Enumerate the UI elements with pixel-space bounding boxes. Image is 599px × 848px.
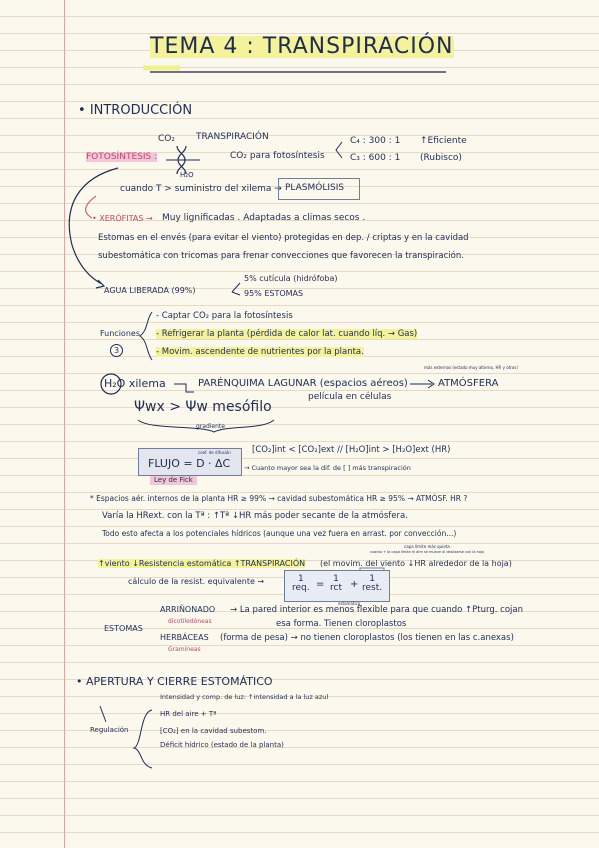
- viento-note: (el movim. del viento ↓HR alrededor de la hoja): [320, 559, 512, 568]
- c4-ratio: C₄ : 300 : 1: [350, 136, 401, 146]
- funciones-label: Funciones: [100, 329, 140, 338]
- estomas-label: ESTOMAS: [104, 624, 143, 633]
- herbaceas-label: HERBÁCEAS: [160, 633, 209, 642]
- gramineas-label: Gramíneas: [168, 646, 201, 653]
- formula-sub: estomática: [338, 601, 361, 606]
- xerofitas-text: Muy lignificadas . Adaptadas a climas secos .: [162, 213, 366, 223]
- cuticula-pct: 5% cutícula (hidrófoba): [244, 274, 338, 283]
- estomas-line1: Estomas en el envés (para evitar el viento) protegidas en dep. / criptas y en la cavidad: [98, 233, 469, 243]
- section-heading-intro: • INTRODUCCIÓN: [78, 103, 193, 118]
- pelicula-label: película en células: [308, 392, 392, 402]
- gradiente-label: gradiente: [196, 423, 225, 430]
- viento-line: ↑viento ↓Resistencia estomática ↑TRANSPIRACIÓN: [98, 559, 306, 568]
- transpiracion-label: TRANSPIRACIÓN: [196, 132, 269, 142]
- arrinonado-text: → La pared interior es menos flexible para que cuando ↑Pturg. cojan: [230, 605, 523, 615]
- c4-note: ↑Eficiente: [420, 136, 467, 146]
- formula-term-b: 1 rest.: [362, 574, 383, 593]
- section-heading-apertura: • APERTURA Y CIERRE ESTOMÁTICO: [76, 675, 273, 688]
- xerofitas-label: • XERÓFITAS →: [92, 214, 153, 223]
- co2-label: CO₂: [158, 134, 175, 144]
- funciones-number: 3: [110, 344, 123, 357]
- concentration-relation: [CO₂]int < [CO₂]ext // [H₂O]int > [H₂O]ext (HR): [252, 445, 451, 455]
- flujo-formula: FLUJO = D · ΔC: [148, 457, 231, 470]
- cuanto-note: → Cuanto mayor sea la dif. de [ ] más transpiración: [244, 464, 411, 472]
- regulacion-item: HR del aire + Tª: [160, 710, 217, 718]
- dicot-label: dicotiledóneas: [168, 618, 212, 625]
- espacios-line2: Varía la HRext. con la Tª : ↑Tª ↓HR más poder secante de la atmósfera.: [102, 511, 408, 521]
- plasmolisis-label: PLASMÓLISIS: [285, 183, 345, 193]
- agua-liberada: AGUA LIBERADA (99%): [104, 286, 196, 295]
- arrinonado-label: ARRIÑONADO: [160, 605, 216, 614]
- funcion-item: - Refrigerar la planta (pérdida de calor lat. cuando líq. → Gas): [156, 329, 418, 339]
- co2-para-label: CO₂ para fotosíntesis: [230, 151, 325, 161]
- estomas-pct: 95% ESTOMAS: [244, 289, 304, 298]
- regulacion-item: [CO₂] en la cavidad subestom.: [160, 727, 267, 735]
- regulacion-label: Regulación: [90, 726, 129, 734]
- psi-relation: Ψwx > Ψw mesófilo: [134, 399, 272, 415]
- calculo-label: cálculo de la resist. equivalente →: [128, 577, 265, 586]
- espacios-line1: * Espacios aér. internos de la planta HR ≥ 99% → cavidad subestomática HR ≥ 95% → ATMÓSF. HR ?: [90, 494, 468, 503]
- arrinonado-text2: esa forma. Tienen cloroplastos: [276, 619, 407, 629]
- formula-lhs: 1 req.: [292, 574, 310, 593]
- regulacion-item: Intensidad y comp. de luz: ↑intensidad a la luz azul: [160, 693, 329, 701]
- h2o-xilema: H₂O xilema: [104, 377, 166, 390]
- tiny-note: más externos (estado muy alterno, HR y otros): [424, 365, 518, 370]
- estomas-line2: subestomática con tricomas para frenar convecciones que favorecen la transpiración.: [98, 251, 464, 261]
- espacios-line3: Todo esto afecta a los potenciales hídricos (aunque una vez fuera en arrast. por convección...): [102, 529, 457, 538]
- coef-note: coef. de difusión: [198, 450, 231, 455]
- ley-fick: Ley de Fick: [150, 476, 197, 485]
- c3-note: (Rubisco): [420, 153, 462, 163]
- cuando-text: cuando T > suministro del xilema →: [120, 184, 282, 194]
- atmosfera-label: ATMÓSFERA: [438, 378, 499, 389]
- page-title: TEMA 4 : TRANSPIRACIÓN: [150, 34, 454, 59]
- regulacion-item: Déficit hídrico (estado de la planta): [160, 741, 284, 749]
- funcion-item: - Captar CO₂ para la fotosíntesis: [156, 311, 293, 321]
- c3-ratio: C₃ : 600 : 1: [350, 153, 401, 163]
- herbaceas-text: (forma de pesa) → no tienen cloroplastos (los tienen en las c.anexas): [220, 633, 514, 643]
- formula-term-a: 1 rct: [330, 574, 342, 593]
- funcion-item: - Movim. ascendente de nutrientes por la planta.: [156, 347, 364, 357]
- parenquima-label: PARÉNQUIMA LAGUNAR (espacios aéreos): [198, 378, 408, 389]
- formula-equals: =: [316, 579, 325, 590]
- h2o-label: H₂O: [180, 171, 194, 179]
- mini-note: cuanto + la capa límite el aire se mueve al deslizarse con la hoja: [370, 550, 485, 554]
- formula-plus: +: [350, 579, 359, 590]
- mini-note: capa límite más quieta: [404, 544, 450, 549]
- fotosintesis-label: FOTOSÍNTESIS :: [86, 152, 158, 162]
